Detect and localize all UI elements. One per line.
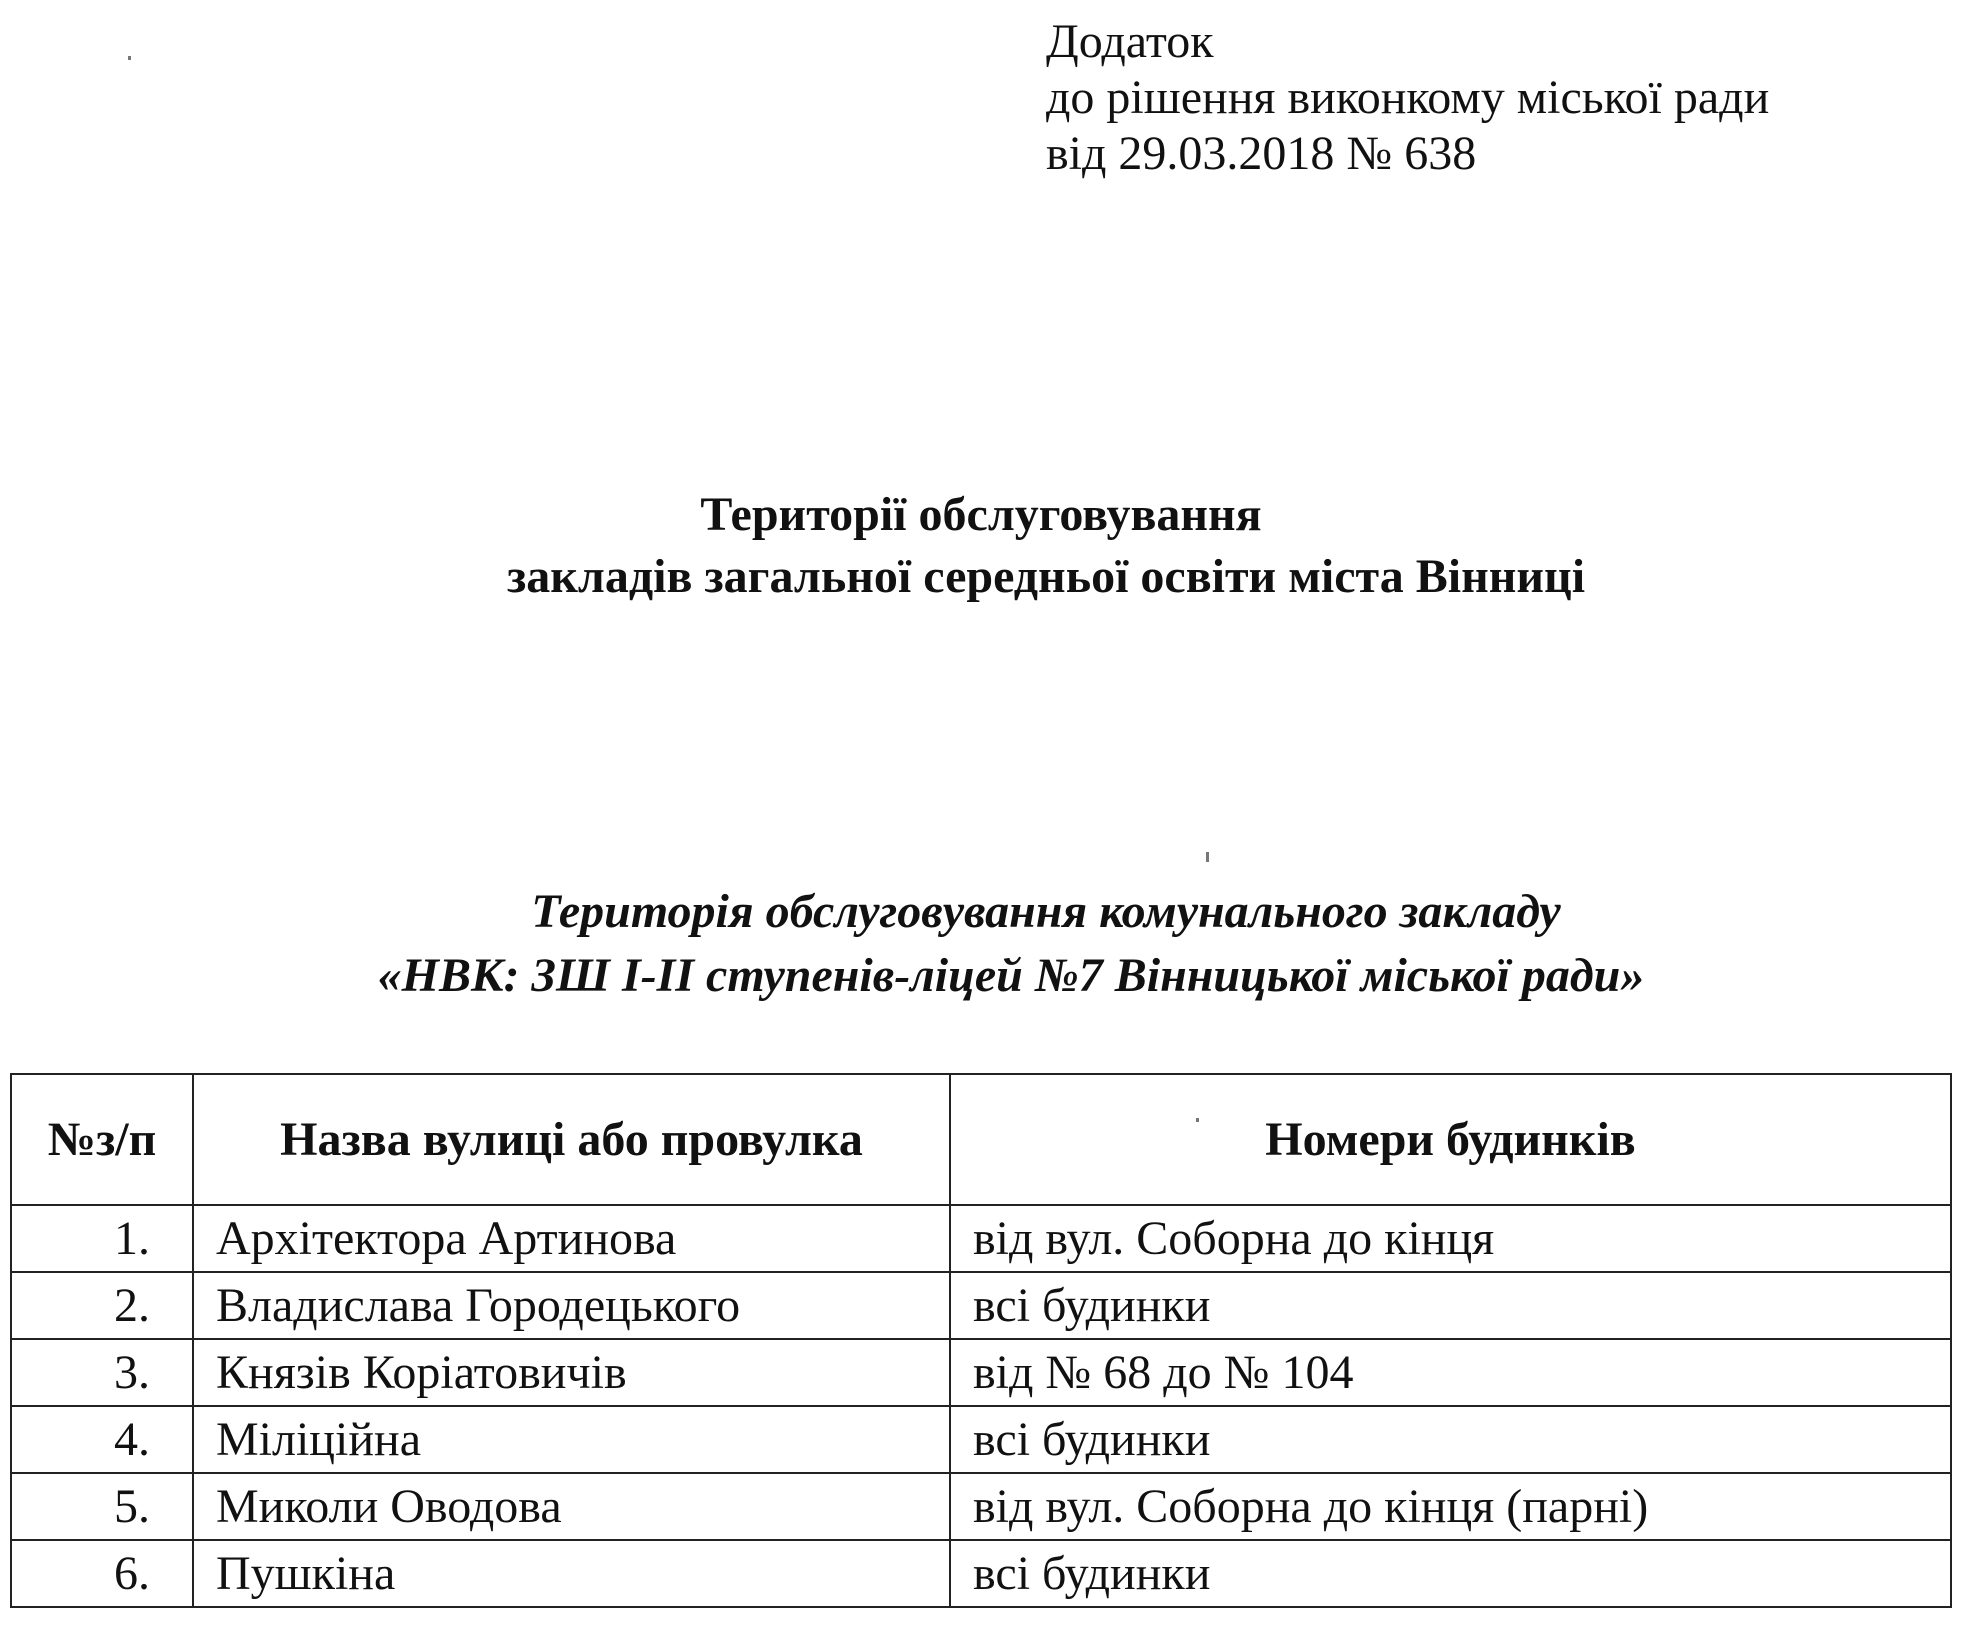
row-houses: всі будинки xyxy=(950,1406,1951,1473)
row-number: 3. xyxy=(11,1339,193,1406)
appendix-date-number: від 29.03.2018 № 638 xyxy=(1046,127,1477,180)
row-number: 4. xyxy=(11,1406,193,1473)
section-title-line1: Територія обслуговування комунального закладу xyxy=(531,885,1561,938)
table-header-row xyxy=(11,1074,1951,1205)
table-row xyxy=(11,1540,1951,1607)
row-street: Архітектора Артинова xyxy=(193,1205,950,1272)
row-street: Міліційна xyxy=(193,1406,950,1473)
table-row xyxy=(11,1473,1951,1540)
row-number: 6. xyxy=(11,1540,193,1607)
table-row xyxy=(11,1339,1951,1406)
document-title-line1: Території обслуговування xyxy=(700,488,1262,541)
document-title xyxy=(0,484,1962,608)
row-houses: від № 68 до № 104 xyxy=(950,1339,1951,1406)
row-houses: всі будинки xyxy=(950,1540,1951,1607)
header-street: Назва вулиці або провулка xyxy=(193,1074,950,1205)
row-street: Князів Коріатовичів xyxy=(193,1339,950,1406)
header-number: №з/п xyxy=(11,1074,193,1205)
row-number: 1. xyxy=(11,1205,193,1272)
row-number: 5. xyxy=(11,1473,193,1540)
territory-table xyxy=(10,1073,1952,1608)
row-street: Пушкіна xyxy=(193,1540,950,1607)
appendix-label: Додаток xyxy=(1046,15,1214,68)
table-row xyxy=(11,1272,1951,1339)
row-street: Владислава Городецького xyxy=(193,1272,950,1339)
section-title xyxy=(0,880,1962,1008)
scan-speck xyxy=(1206,852,1209,862)
row-houses: від вул. Соборна до кінця (парні) xyxy=(950,1473,1951,1540)
table-row xyxy=(11,1406,1951,1473)
document-title-line2: закладів загальної середньої освіти міста Вінниці xyxy=(506,550,1586,603)
header-houses: Номери будинків xyxy=(950,1074,1951,1205)
scan-speck xyxy=(128,56,131,60)
row-number: 2. xyxy=(11,1272,193,1339)
section-title-line2: «НВК: ЗШ І-ІІ ступенів-ліцей №7 Вінницької міської ради» xyxy=(377,949,1645,1002)
row-houses: всі будинки xyxy=(950,1272,1951,1339)
appendix-header xyxy=(1046,14,1946,182)
table-row xyxy=(11,1205,1951,1272)
appendix-decision-reference: до рішення виконкому міської ради xyxy=(1046,71,1770,124)
row-street: Миколи Оводова xyxy=(193,1473,950,1540)
row-houses: від вул. Соборна до кінця xyxy=(950,1205,1951,1272)
